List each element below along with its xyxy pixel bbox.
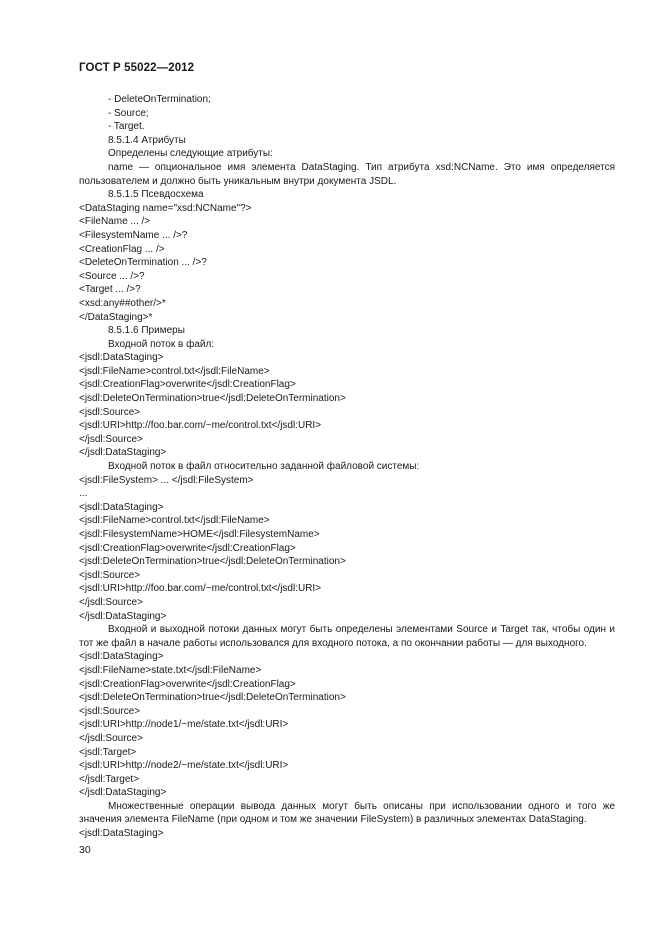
code-line: <Target ... />?: [79, 284, 141, 296]
example3-code-block: [79, 650, 615, 800]
page-header-standard-id: ГОСТ Р 55022—2012: [79, 62, 195, 74]
code-line: <jsdl:URI>http://node1/~me/state.txt</jsdl:URI>: [79, 719, 289, 731]
example1-code-block: [79, 351, 615, 460]
code-line: <jsdl:FileName>state.txt</jsdl:FileName>: [79, 664, 262, 676]
example-intro: Входной поток в файл:: [108, 338, 215, 350]
code-line: <jsdl:DataStaging>: [79, 651, 164, 663]
section-heading-examples: 8.5.1.6 Примеры: [108, 325, 185, 337]
code-line: <jsdl:Source>: [79, 705, 141, 717]
code-line: </jsdl:DataStaging>: [79, 610, 167, 622]
list-item: - Source;: [108, 107, 149, 119]
code-line: </jsdl:Source>: [79, 596, 143, 608]
page-number: 30: [79, 844, 91, 856]
code-line: </jsdl:Source>: [79, 732, 143, 744]
code-line: <jsdl:FileName>control.txt</jsdl:FileName>: [79, 365, 270, 377]
code-line: <FilesystemName ... />?: [79, 229, 188, 241]
code-line: <jsdl:Source>: [79, 406, 141, 418]
example-intro: Множественные операции вывода данных могут быть описаны при использовании одного и того же значения элемента FileName (при одном и том же значении FileSystem) в различных элементах DataStaging.: [79, 800, 615, 826]
code-line: <jsdl:DeleteOnTermination>true</jsdl:DeleteOnTermination>: [79, 556, 346, 568]
code-line: <jsdl:FilesystemName>HOME</jsdl:FilesystemName>: [79, 529, 320, 540]
code-line: </jsdl:DataStaging>: [79, 787, 167, 799]
example-intro: Входной и выходной потоки данных могут быть определены элементами Source и Target так, чтобы один и тот же файл в начале работы использовался для входного потока, а по окончании работы — для выходного.: [79, 624, 615, 649]
paragraph: Определены следующие атрибуты:: [108, 148, 273, 160]
code-line: </DataStaging>*: [79, 311, 153, 323]
code-line: <jsdl:Source>: [79, 569, 141, 581]
code-line: <DataStaging name="xsd:NCName"?>: [79, 202, 252, 214]
code-line: <Source ... />?: [79, 270, 145, 282]
code-line: <jsdl:DataStaging>: [79, 352, 164, 364]
section-heading-pseudoschema: 8.5.1.5 Псевдосхема: [108, 189, 204, 201]
code-line: <FileName ... />: [79, 216, 151, 228]
code-line: <jsdl:CreationFlag>overwrite</jsdl:CreationFlag>: [79, 678, 296, 690]
code-line: <jsdl:FileSystem> ... </jsdl:FileSystem>: [79, 474, 254, 486]
code-line: <jsdl:FileName>control.txt</jsdl:FileName>: [79, 515, 270, 527]
code-line: <jsdl:URI>http://foo.bar.com/~me/control.txt</jsdl:URI>: [79, 583, 322, 595]
pseudoschema-code-block: [79, 202, 615, 324]
example4-code-block: [79, 827, 615, 841]
code-line: <CreationFlag ... />: [79, 243, 165, 255]
code-line: </jsdl:DataStaging>: [79, 447, 167, 459]
code-line: <jsdl:URI>http://node2/~me/state.txt</jsdl:URI>: [79, 760, 289, 772]
code-line: <jsdl:CreationFlag>overwrite</jsdl:CreationFlag>: [79, 379, 296, 391]
document-body: [79, 93, 615, 841]
example-intro: Входной поток в файл относительно заданной файловой системы:: [108, 461, 420, 473]
code-line: </jsdl:Target>: [79, 773, 140, 785]
code-line: <jsdl:DeleteOnTermination>true</jsdl:DeleteOnTermination>: [79, 692, 346, 704]
code-line: <jsdl:CreationFlag>overwrite</jsdl:CreationFlag>: [79, 542, 296, 554]
code-line: <xsd:any##other/>*: [79, 297, 166, 309]
list-item: - DeleteOnTermination;: [108, 94, 211, 105]
code-line: <jsdl:URI>http://foo.bar.com/~me/control.txt</jsdl:URI>: [79, 420, 322, 432]
list-item: - Target.: [108, 121, 145, 133]
example2-code-block: [79, 474, 615, 624]
code-line: <jsdl:DataStaging>: [79, 501, 164, 513]
section-heading-attributes: 8.5.1.4 Атрибуты: [108, 134, 186, 146]
code-line: <jsdl:DataStaging>: [79, 828, 164, 840]
code-line: <DeleteOnTermination ... />?: [79, 257, 207, 269]
code-line: ...: [79, 488, 88, 500]
attribute-name-description: name — опциональное имя элемента DataStaging. Тип атрибута xsd:NCName. Это имя определяется пользователем и должно быть уникальным внутри документа JSDL.: [79, 161, 615, 187]
code-line: </jsdl:Source>: [79, 433, 143, 445]
code-line: <jsdl:DeleteOnTermination>true</jsdl:DeleteOnTermination>: [79, 393, 346, 405]
code-line: <jsdl:Target>: [79, 746, 137, 758]
